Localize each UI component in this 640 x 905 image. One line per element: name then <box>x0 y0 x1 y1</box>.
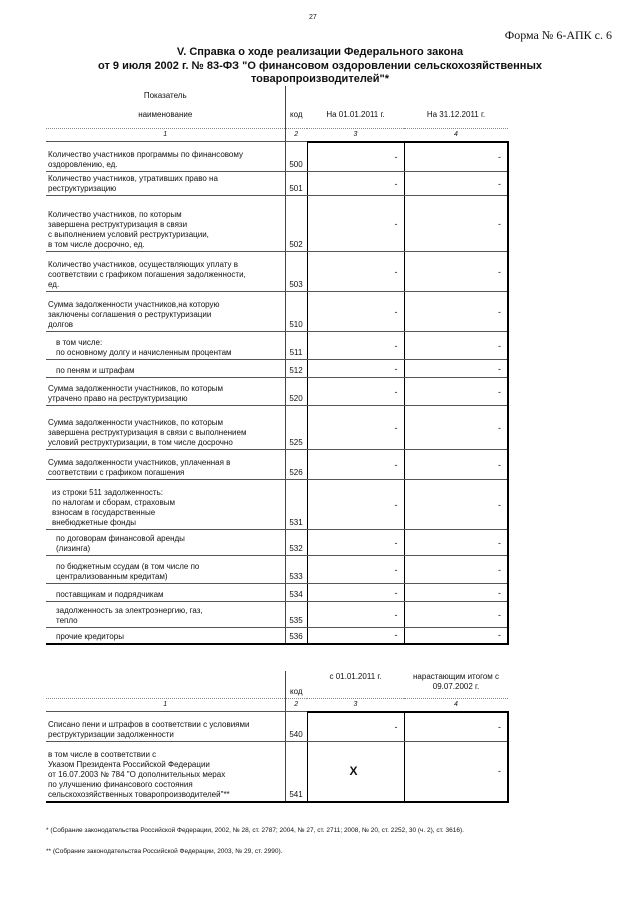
row-code: 501 <box>285 172 307 196</box>
value-col3: - <box>307 332 404 360</box>
row-code: 541 <box>285 742 307 802</box>
value-col4: - <box>404 556 508 584</box>
value-col3: - <box>307 450 404 480</box>
value-col4: - <box>404 406 508 450</box>
value-col3: - <box>307 602 404 628</box>
row-label: Сумма задолженности участников, по которым утрачено право на реструктуризацию <box>46 378 285 406</box>
row-code: 511 <box>285 332 307 360</box>
value-col4: - <box>404 196 508 252</box>
row-label: Списано пени и штрафов в соответствии с условиями реструктуризации задолженности <box>46 712 285 742</box>
header-col4: На 31.12.2011 г. <box>404 102 508 128</box>
value-col4: - <box>404 332 508 360</box>
value-col4: - <box>404 628 508 644</box>
main-row-531 <box>46 480 508 530</box>
sub-row-540 <box>46 712 508 742</box>
row-label: из строки 511 задолженность: по налогам и сборам, страховым взносам в государственные внебюджетные фонды <box>46 480 285 530</box>
value-col4: - <box>404 292 508 332</box>
header-col3: На 01.01.2011 г. <box>307 102 404 128</box>
row-label: Сумма задолженности участников, уплаченная в соответствии с графиком погашения <box>46 450 285 480</box>
main-row-535 <box>46 602 508 628</box>
row-code: 512 <box>285 360 307 378</box>
row-code: 540 <box>285 712 307 742</box>
value-col4: - <box>404 450 508 480</box>
form-number: Форма № 6-АПК с. 6 <box>504 28 612 42</box>
value-col4: - <box>404 584 508 602</box>
colnum-1: 1 <box>46 128 285 142</box>
value-col3: - <box>307 406 404 450</box>
row-code: 510 <box>285 292 307 332</box>
value-col3: X <box>307 742 404 802</box>
header-code: код <box>285 102 307 128</box>
row-label: в том числе: по основному долгу и начисленным процентам <box>46 332 285 360</box>
value-col3: - <box>307 712 404 742</box>
sub-header-col3: с 01.01.2011 г. <box>307 671 404 698</box>
main-row-512 <box>46 360 508 378</box>
main-row-526 <box>46 450 508 480</box>
colnum-3: 3 <box>307 128 404 142</box>
value-col4: - <box>404 480 508 530</box>
page-number: 27 <box>309 14 317 21</box>
row-label: Сумма задолженности участников, по которым завершена реструктуризация в связи с выполнением условий реструктуризации, в том числе досрочно <box>46 406 285 450</box>
value-col3: - <box>307 360 404 378</box>
value-col4: - <box>404 142 508 172</box>
main-row-534 <box>46 584 508 602</box>
row-code: 533 <box>285 556 307 584</box>
row-label: Количество участников, по которым завершена реструктуризация в связи с выполнением условий реструктуризации, в том числе досрочно, ед. <box>46 196 285 252</box>
row-code: 500 <box>285 142 307 172</box>
main-row-510 <box>46 292 508 332</box>
value-col3: - <box>307 628 404 644</box>
value-col4: - <box>404 742 508 802</box>
footnote-1: * (Собрание законодательства Российской Федерации, 2002, № 28, ст. 2787; 2004, № 27, ст. 2711; 2008, № 20, ст. 2252, 30 (ч. 2), ст. 3616). <box>46 827 464 834</box>
row-label: Сумма задолженности участников,на которую заключены соглашения о реструктуризации долгов <box>46 292 285 332</box>
main-row-520 <box>46 378 508 406</box>
row-code: 536 <box>285 628 307 644</box>
value-col3: - <box>307 556 404 584</box>
header-name: наименование <box>46 102 285 128</box>
sub-colnum-2: 2 <box>285 698 307 712</box>
value-col4: - <box>404 172 508 196</box>
row-label: по бюджетным ссудам (в том числе по централизованным кредитам) <box>46 556 285 584</box>
main-row-503 <box>46 252 508 292</box>
sub-colnum-4: 4 <box>404 698 508 712</box>
value-col3: - <box>307 292 404 332</box>
header-indicator: Показатель <box>143 91 187 100</box>
main-row-532 <box>46 530 508 556</box>
main-row-525 <box>46 406 508 450</box>
sub-header-col4: нарастающим итогом с 09.07.2002 г. <box>404 671 508 698</box>
sub-colnum-3: 3 <box>307 698 404 712</box>
row-code: 503 <box>285 252 307 292</box>
value-col3: - <box>307 142 404 172</box>
row-code: 535 <box>285 602 307 628</box>
value-col3: - <box>307 252 404 292</box>
title-line-2: от 9 июля 2002 г. № 83-ФЗ "О финансовом оздоровлении сельскохозяйственных <box>98 59 542 72</box>
sub-row-541 <box>46 742 508 802</box>
row-code: 520 <box>285 378 307 406</box>
row-label: задолженность за электроэнергию, газ, тепло <box>46 602 285 628</box>
main-row-533 <box>46 556 508 584</box>
sub-colnum-1: 1 <box>46 698 285 712</box>
row-code: 534 <box>285 584 307 602</box>
sub-table <box>46 671 509 803</box>
title-line-3: товаропроизводителей"* <box>250 73 390 85</box>
row-label: по договорам финансовой аренды (лизинга) <box>46 530 285 556</box>
sub-header-code: код <box>285 671 307 698</box>
row-code: 526 <box>285 450 307 480</box>
main-row-536 <box>46 628 508 644</box>
row-label: Количество участников, осуществляющих уплату в соответствии с графиком погашения задолженности, ед. <box>46 252 285 292</box>
colnum-2: 2 <box>285 128 307 142</box>
value-col3: - <box>307 172 404 196</box>
row-label: прочие кредиторы <box>46 628 285 644</box>
footnote-2: ** (Собрание законодательства Российской Федерации, 2003, № 29, ст. 2990). <box>46 848 283 855</box>
value-col3: - <box>307 530 404 556</box>
main-row-501 <box>46 172 508 196</box>
row-code: 502 <box>285 196 307 252</box>
main-row-500 <box>46 142 508 172</box>
row-label: Количество участников, утративших право на реструктуризацию <box>46 172 285 196</box>
main-row-511 <box>46 332 508 360</box>
value-col3: - <box>307 480 404 530</box>
value-col4: - <box>404 602 508 628</box>
row-code: 532 <box>285 530 307 556</box>
row-code: 531 <box>285 480 307 530</box>
value-col3: - <box>307 378 404 406</box>
value-col3: - <box>307 196 404 252</box>
document-title <box>60 46 580 87</box>
value-col4: - <box>404 360 508 378</box>
main-table <box>46 86 509 645</box>
row-code: 525 <box>285 406 307 450</box>
main-row-502 <box>46 196 508 252</box>
row-label: по пеням и штрафам <box>46 360 285 378</box>
row-label: Количество участников программы по финансовому оздоровлению, ед. <box>46 142 285 172</box>
row-label: в том числе в соответствии с Указом Президента Российской Федерации от 16.07.2003 № 784 "О дополнительных мерах по улучшению финансового состояния сельскохозяйственных товаропроизводителей"** <box>46 742 285 802</box>
value-col4: - <box>404 378 508 406</box>
value-col3: - <box>307 584 404 602</box>
colnum-4: 4 <box>404 128 508 142</box>
title-line-1: V. Справка о ходе реализации Федерального закона <box>176 46 464 58</box>
value-col4: - <box>404 712 508 742</box>
row-label: поставщикам и подрядчикам <box>46 584 285 602</box>
value-col4: - <box>404 252 508 292</box>
value-col4: - <box>404 530 508 556</box>
